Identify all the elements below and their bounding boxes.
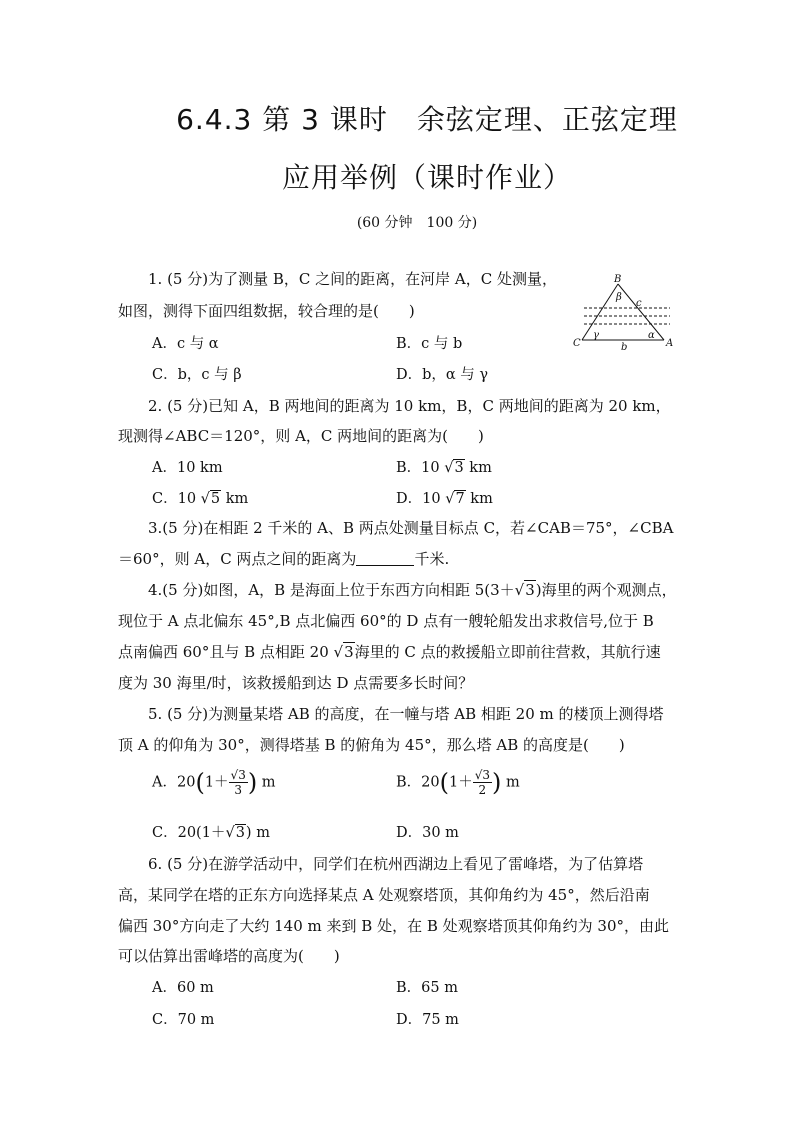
fig-label-b: B xyxy=(614,274,622,285)
q4-line2: 现位于 A 点北偏东 45°,B 点北偏西 60°的 D 点有一艘轮船发出求救信号,位于 B xyxy=(118,612,654,630)
q2-line2: 现测得∠ABC＝120°，则 A，C 两地间的距离为( ) xyxy=(118,427,484,445)
q6-option-b: B．65 m xyxy=(396,980,458,996)
page-subtitle: 应用举例（课时作业） xyxy=(281,161,572,194)
fig-label-gamma: γ xyxy=(593,330,599,341)
q6-line2: 高，某同学在塔的正东方向选择某点 A 处观察塔顶，其仰角约为 45°，然后沿南 xyxy=(118,886,650,904)
q6-line4: 可以估算出雷峰塔的高度为( ) xyxy=(118,947,340,965)
q2-option-c: C．10 √5 km xyxy=(152,491,249,507)
q5-line2: 顶 A 的仰角为 30°，测得塔基 B 的俯角为 45°，那么塔 AB 的高度是( ) xyxy=(118,736,625,754)
q3-line1: 3.(5 分)在相距 2 千米的 A、B 两点处测量目标点 C，若∠CAB＝75°，∠CBA xyxy=(148,519,674,537)
q4-line4: 度为 30 海里/时，该救援船到达 D 点需要多长时间？ xyxy=(118,674,474,692)
time-score-info: (60 分钟 100 分) xyxy=(356,215,478,231)
q5-option-a: A．20(1＋ $\frac{√3}{3}$ ) m xyxy=(152,768,276,797)
q1-line2: 如图，测得下面四组数据，较合理的是( ) xyxy=(118,302,415,320)
q1-option-b: B．c 与 b xyxy=(396,336,463,352)
q2-option-a: A．10 km xyxy=(152,460,223,476)
q3-answer-blank[interactable] xyxy=(356,551,414,566)
q3-line2: ＝60°，则 A，C 两点之间的距离为 千米. xyxy=(118,550,450,568)
q4-line3: 点南偏西 60°且与 B 点相距 20 √3海里的 C 点的救援船立即前往营救，其航行速 xyxy=(118,643,661,661)
q1-option-a: A．c 与 α xyxy=(152,336,219,352)
q1-option-c: C．b，c 与 β xyxy=(152,367,242,383)
fig-label-beta: β xyxy=(616,292,622,303)
fig-label-side-b: b xyxy=(621,342,628,352)
q5-option-d: D．30 m xyxy=(396,825,459,841)
q6-option-a: A．60 m xyxy=(152,980,214,996)
page-title: 6.4.3 第 3 课时 余弦定理、正弦定理 xyxy=(176,103,678,136)
q2-option-d: D．10 √7 km xyxy=(396,491,493,507)
q1-line1: 1. (5 分)为了测量 B，C 之间的距离，在河岸 A，C 处测量， xyxy=(148,270,557,288)
q2-line1: 2. (5 分)已知 A，B 两地间的距离为 10 km，B，C 两地间的距离为 20 km， xyxy=(148,397,671,415)
q5-option-b: B．20(1＋ $\frac{√3}{2}$ ) m xyxy=(396,768,520,797)
q5-line1: 5. (5 分)为测量某塔 AB 的高度，在一幢与塔 AB 相距 20 m 的楼顶上测得塔 xyxy=(148,705,664,723)
q1-option-d: D．b，α 与 γ xyxy=(396,367,489,383)
q1-triangle-figure xyxy=(572,272,682,352)
q6-option-c: C．70 m xyxy=(152,1012,215,1028)
q5-option-c: C．20(1＋√3) m xyxy=(152,825,270,841)
fig-label-side-c: c xyxy=(636,298,642,309)
fig-label-c: C xyxy=(573,338,581,349)
fig-label-a: A xyxy=(666,338,674,349)
fig-label-alpha: α xyxy=(648,330,655,341)
q6-line3: 偏西 30°方向走了大约 140 m 来到 B 处，在 B 处观察塔顶其仰角约为 30°，由此 xyxy=(118,917,669,935)
q4-line1: 4.(5 分)如图，A，B 是海面上位于东西方向相距 5(3＋√3)海里的两个观测点， xyxy=(148,581,677,599)
q2-option-b: B．10 √3 km xyxy=(396,460,492,476)
q6-line1: 6. (5 分)在游学活动中，同学们在杭州西湖边上看见了雷峰塔，为了估算塔 xyxy=(148,855,644,873)
q6-option-d: D．75 m xyxy=(396,1012,459,1028)
